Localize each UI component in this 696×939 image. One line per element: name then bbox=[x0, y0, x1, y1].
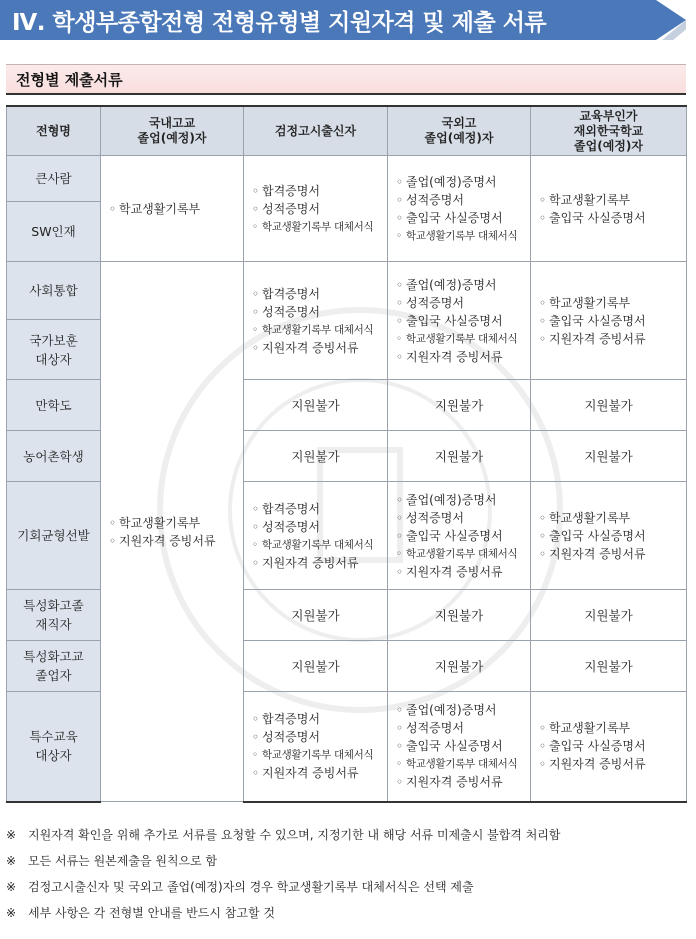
doc-item: ◦ 성적증명서 bbox=[252, 200, 387, 218]
doc-item: ◦ 지원자격 증빙서류 bbox=[396, 348, 530, 366]
doc-item: ◦ 지원자격 증빙서류 bbox=[539, 330, 686, 348]
domestic-group2 bbox=[101, 262, 244, 802]
doc-item: ◦ 합격증명서 bbox=[252, 285, 387, 303]
doc-item: ◦ 성적증명서 bbox=[396, 509, 530, 527]
doc-item: ◦ 출입국 사실증명서 bbox=[539, 527, 686, 545]
chapter-banner bbox=[0, 0, 686, 40]
doc-item: ◦ 출입국 사실증명서 bbox=[539, 737, 686, 755]
overseas-group1 bbox=[531, 156, 687, 262]
doc-item: ◦ 지원자격 증빙서류 bbox=[109, 532, 243, 550]
table-row bbox=[7, 156, 687, 202]
footnote bbox=[6, 822, 690, 848]
doc-list bbox=[252, 710, 387, 782]
doc-item: ◦ 학교생활기록부 bbox=[109, 514, 243, 532]
ged-group1 bbox=[244, 156, 388, 262]
doc-list bbox=[252, 285, 387, 357]
header-ged: 검정고시출신자 bbox=[244, 106, 388, 156]
doc-item: ◦ 성적증명서 bbox=[396, 294, 530, 312]
footnote-mark: ※ bbox=[6, 906, 17, 920]
doc-item: ◦ 합격증명서 bbox=[252, 500, 387, 518]
document-table bbox=[6, 105, 687, 803]
doc-item: ◦ 학교생활기록부 bbox=[539, 509, 686, 527]
doc-item: ◦ 지원자격 증빙서류 bbox=[396, 773, 530, 791]
header-overseas: 교육부인가 재외한국학교 졸업(예정)자 bbox=[531, 106, 687, 156]
footnote bbox=[6, 900, 690, 926]
doc-item: ◦ 졸업(예정)증명서 bbox=[396, 701, 530, 719]
doc-item: ◦ 성적증명서 bbox=[252, 518, 387, 536]
type-sw: SW인재 bbox=[7, 202, 101, 262]
doc-item: ◦ 성적증명서 bbox=[396, 191, 530, 209]
doc-list bbox=[109, 200, 243, 218]
doc-list bbox=[539, 191, 686, 227]
cell-not-allowed: 지원불가 bbox=[388, 431, 531, 482]
type-special-ed: 특수교육 대상자 bbox=[7, 692, 101, 802]
doc-item: ◦ 학교생활기록부 대체서식 bbox=[252, 321, 387, 339]
doc-list bbox=[396, 173, 530, 245]
doc-item: ◦ 학교생활기록부 bbox=[539, 294, 686, 312]
doc-item: ◦ 지원자격 증빙서류 bbox=[396, 563, 530, 581]
header-domestic: 국내고교 졸업(예정)자 bbox=[101, 106, 244, 156]
overseas-equal bbox=[531, 482, 687, 590]
doc-list bbox=[539, 509, 686, 563]
footnote-text: 모든 서류는 원본제출을 원칙으로 함 bbox=[28, 854, 218, 868]
footnote bbox=[6, 874, 690, 900]
doc-item: ◦ 학교생활기록부 대체서식 bbox=[252, 536, 387, 554]
doc-item: ◦ 합격증명서 bbox=[252, 182, 387, 200]
doc-item: ◦ 출입국 사실증명서 bbox=[539, 312, 686, 330]
foreign-special-ed bbox=[388, 692, 531, 802]
doc-item: ◦ 학교생활기록부 bbox=[539, 191, 686, 209]
doc-item: ◦ 출입국 사실증명서 bbox=[396, 209, 530, 227]
table-row bbox=[7, 262, 687, 320]
doc-item: ◦ 성적증명서 bbox=[396, 719, 530, 737]
cell-not-allowed: 지원불가 bbox=[244, 431, 388, 482]
notes bbox=[6, 822, 690, 926]
type-rural: 농어촌학생 bbox=[7, 431, 101, 482]
doc-item: ◦ 학교생활기록부 대체서식 bbox=[396, 545, 530, 563]
ged-group2 bbox=[244, 262, 388, 380]
doc-list bbox=[539, 719, 686, 773]
doc-list bbox=[109, 514, 243, 550]
type-specialized-alum: 특성화고교 졸업자 bbox=[7, 641, 101, 692]
doc-item: ◦ 학교생활기록부 대체서식 bbox=[396, 755, 530, 773]
doc-item: ◦ 지원자격 증빙서류 bbox=[252, 339, 387, 357]
overseas-special-ed bbox=[531, 692, 687, 802]
domestic-group1 bbox=[101, 156, 244, 262]
doc-list bbox=[252, 500, 387, 572]
doc-item: ◦ 지원자격 증빙서류 bbox=[252, 554, 387, 572]
footnote-text: 지원자격 확인을 위해 추가로 서류를 요청할 수 있으며, 지정기한 내 해당 서류 미제출시 불합격 처리함 bbox=[28, 828, 561, 842]
doc-item: ◦ 학교생활기록부 대체서식 bbox=[252, 746, 387, 764]
cell-not-allowed: 지원불가 bbox=[388, 590, 531, 641]
section-title: 전형별 제출서류 bbox=[16, 71, 123, 89]
type-manhakdo: 만학도 bbox=[7, 380, 101, 431]
header-foreign: 국외고 졸업(예정)자 bbox=[388, 106, 531, 156]
doc-item: ◦ 출입국 사실증명서 bbox=[396, 312, 530, 330]
doc-item: ◦ 출입국 사실증명서 bbox=[396, 527, 530, 545]
doc-item: ◦ 학교생활기록부 대체서식 bbox=[252, 218, 387, 236]
banner-title: Ⅳ. 학생부종합전형 전형유형별 지원자격 및 제출 서류 bbox=[12, 10, 547, 36]
type-veteran: 국가보훈 대상자 bbox=[7, 320, 101, 380]
doc-item: ◦ 지원자격 증빙서류 bbox=[539, 545, 686, 563]
cell-not-allowed: 지원불가 bbox=[244, 590, 388, 641]
doc-item: ◦ 출입국 사실증명서 bbox=[539, 209, 686, 227]
cell-not-allowed: 지원불가 bbox=[531, 380, 687, 431]
doc-list bbox=[396, 276, 530, 366]
type-social: 사회통합 bbox=[7, 262, 101, 320]
footnote bbox=[6, 848, 690, 874]
doc-item: ◦ 지원자격 증빙서류 bbox=[252, 764, 387, 782]
foreign-equal bbox=[388, 482, 531, 590]
ged-equal bbox=[244, 482, 388, 590]
doc-item: ◦ 학교생활기록부 대체서식 bbox=[396, 227, 530, 245]
doc-list bbox=[252, 182, 387, 236]
doc-item: ◦ 합격증명서 bbox=[252, 710, 387, 728]
cell-not-allowed: 지원불가 bbox=[388, 380, 531, 431]
foreign-group2 bbox=[388, 262, 531, 380]
doc-list bbox=[396, 701, 530, 791]
overseas-group2 bbox=[531, 262, 687, 380]
section-header bbox=[6, 64, 686, 95]
footnote-text: 검정고시출신자 및 국외고 졸업(예정)자의 경우 학교생활기록부 대체서식은 선택 제출 bbox=[28, 880, 474, 894]
doc-item: ◦ 성적증명서 bbox=[252, 728, 387, 746]
type-equal: 기회균형선발 bbox=[7, 482, 101, 590]
type-keunsaram: 큰사람 bbox=[7, 156, 101, 202]
doc-item: ◦ 학교생활기록부 bbox=[109, 200, 243, 218]
ged-special-ed bbox=[244, 692, 388, 802]
doc-item: ◦ 학교생활기록부 bbox=[539, 719, 686, 737]
header-type: 전형명 bbox=[7, 106, 101, 156]
doc-item: ◦ 졸업(예정)증명서 bbox=[396, 491, 530, 509]
header-row bbox=[7, 106, 687, 156]
doc-list bbox=[539, 294, 686, 348]
cell-not-allowed: 지원불가 bbox=[531, 641, 687, 692]
foreign-group1 bbox=[388, 156, 531, 262]
doc-item: ◦ 지원자격 증빙서류 bbox=[539, 755, 686, 773]
cell-not-allowed: 지원불가 bbox=[388, 641, 531, 692]
doc-item: ◦ 졸업(예정)증명서 bbox=[396, 276, 530, 294]
footnote-mark: ※ bbox=[6, 854, 17, 868]
type-specialized-grad: 특성화고졸 재직자 bbox=[7, 590, 101, 641]
footnote-text: 세부 사항은 각 전형별 안내를 반드시 참고할 것 bbox=[28, 906, 275, 920]
doc-list bbox=[396, 491, 530, 581]
doc-item: ◦ 졸업(예정)증명서 bbox=[396, 173, 530, 191]
cell-not-allowed: 지원불가 bbox=[531, 590, 687, 641]
doc-item: ◦ 출입국 사실증명서 bbox=[396, 737, 530, 755]
doc-item: ◦ 성적증명서 bbox=[252, 303, 387, 321]
cell-not-allowed: 지원불가 bbox=[531, 431, 687, 482]
footnote-mark: ※ bbox=[6, 880, 17, 894]
doc-item: ◦ 학교생활기록부 대체서식 bbox=[396, 330, 530, 348]
footnote-mark: ※ bbox=[6, 828, 17, 842]
cell-not-allowed: 지원불가 bbox=[244, 380, 388, 431]
cell-not-allowed: 지원불가 bbox=[244, 641, 388, 692]
